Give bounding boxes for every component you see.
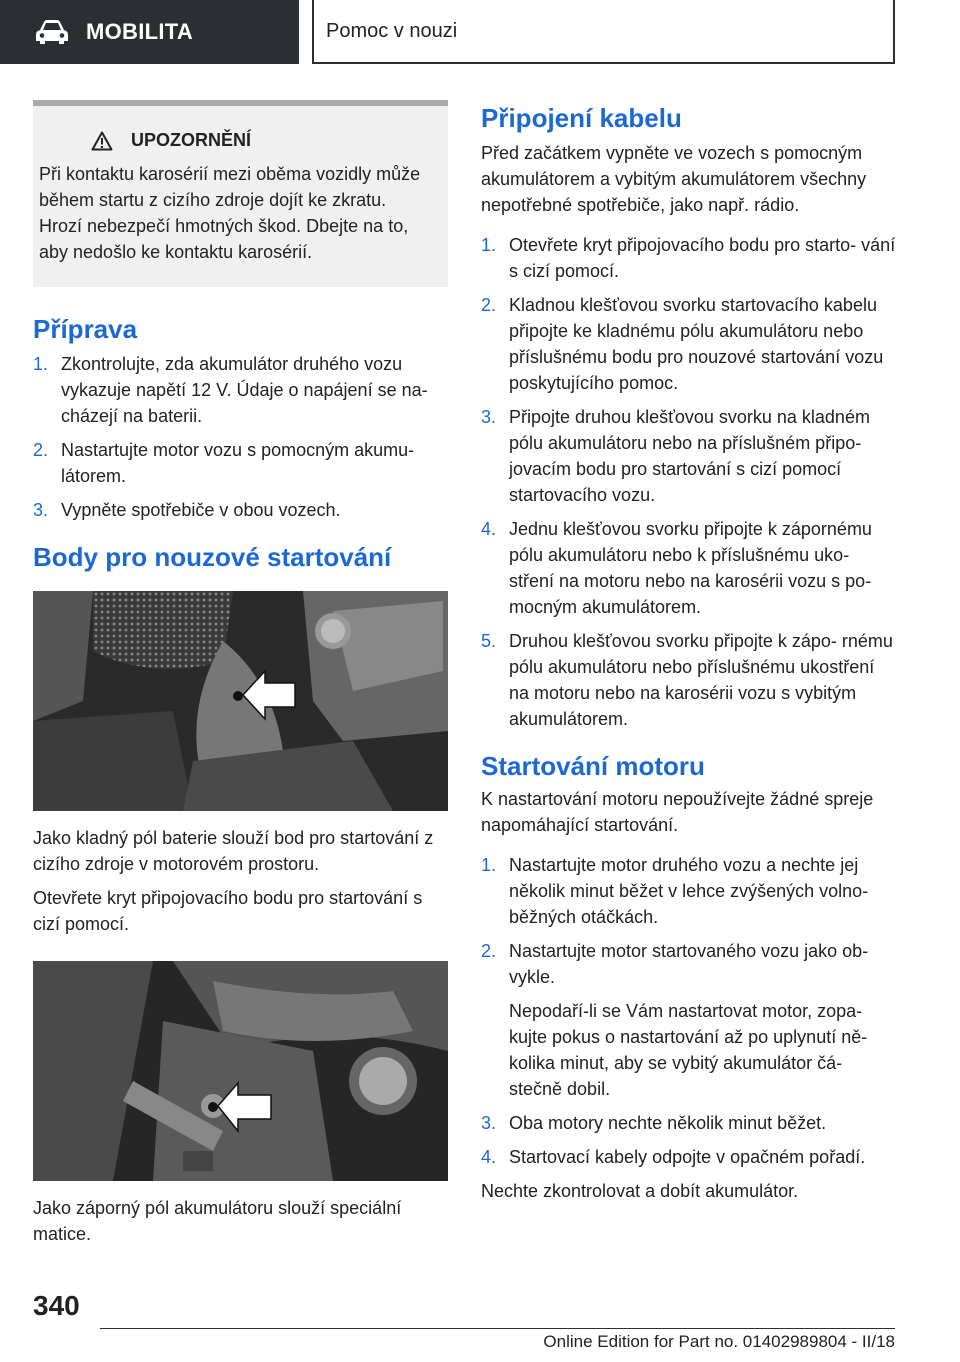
- heading-startovani: Startování motoru: [481, 751, 705, 781]
- step-text: Připojte druhou klešťovou svorku na kladném pólu akumulátoru nebo na příslušném připo‐ jovacím bodu pro startování s cizí pomocí startovacího vozu.: [509, 407, 870, 505]
- step-number: 4.: [481, 1147, 497, 1167]
- warning-label: UPOZORNĚNÍ: [131, 130, 252, 150]
- list-item: [481, 232, 896, 284]
- warning-text: Při kontaktu karosérií mezi oběma vozidly může během startu z cizího zdroje dojít ke zkratu. Hrozí nebezpečí hmotných škod. Dbejte na to, aby nedošlo ke kontaktu karosérií.: [39, 164, 421, 262]
- step-number: 3.: [481, 407, 497, 427]
- engine-bay-illustration: [33, 591, 448, 811]
- step-text: Zkontrolujte, zda akumulátor druhého vozu vykazuje napětí 12 V. Údaje o napájení se na‐ cházejí na baterii.: [61, 354, 428, 426]
- priprava-steps: [33, 351, 448, 523]
- caption-positive-pole: Jako kladný pól baterie slouží bod pro startování z cizího zdroje v motorovém prostoru.: [33, 828, 434, 874]
- step-number: 5.: [481, 631, 497, 651]
- caption-negative-pole: Jako záporný pól akumulátoru slouží speciální matice.: [33, 1198, 402, 1244]
- step-number: 2.: [33, 440, 49, 460]
- step-text: Nastartujte motor vozu s pomocným akumu‐ látorem.: [61, 440, 415, 486]
- list-item: [33, 351, 448, 429]
- startovani-steps: [481, 852, 896, 990]
- step-text: Startovací kabely odpojte v opačném pořadí.: [509, 1147, 866, 1167]
- heading-pripojeni: Připojení kabelu: [481, 103, 682, 133]
- list-item: [481, 292, 896, 396]
- heading-priprava: Příprava: [33, 314, 138, 344]
- step-number: 1.: [481, 855, 497, 875]
- list-item: [481, 1110, 896, 1136]
- chapter-title: Pomoc v nouzi: [326, 19, 458, 42]
- startovani-intro: K nastartování motoru nepoužívejte žádné spreje napomáhající startování.: [481, 789, 874, 835]
- step-number: 2.: [481, 295, 497, 315]
- list-item: [33, 437, 448, 489]
- list-item: [481, 1144, 896, 1170]
- section-tab: [0, 0, 299, 64]
- step-text: Nastartujte motor startovaného vozu jako ob‐ vykle.: [509, 941, 869, 987]
- startovani-steps-continued: [481, 1110, 896, 1170]
- step-number: 3.: [33, 500, 49, 520]
- chapter-tab: [312, 0, 895, 64]
- step-number: 1.: [481, 235, 497, 255]
- step-number: 4.: [481, 519, 497, 539]
- engine-bay-photo-positive: [33, 591, 448, 811]
- list-item: [481, 938, 896, 990]
- step-text: Vypněte spotřebiče v obou vozech.: [61, 500, 341, 520]
- startovani-note: Nepodaří-li se Vám nastartovat motor, zopa‐ kujte pokus o nastartování až po uplynutí ně‐ kolika minut, aby se vybitý akumulátor čá‐ stečně dobil.: [509, 1001, 868, 1099]
- step-text: Otevřete kryt připojovacího bodu pro starto‐ vání s cizí pomocí.: [509, 235, 896, 281]
- step-text: Nastartujte motor druhého vozu a nechte jej několik minut běžet v lehce zvýšených volno‐ běžných otáčkách.: [509, 855, 869, 927]
- step-number: 3.: [481, 1113, 497, 1133]
- list-item: [481, 628, 896, 732]
- warning-box: [33, 100, 448, 287]
- heading-body-points: Body pro nouzové startování: [33, 542, 392, 572]
- page-header: [0, 0, 960, 66]
- list-item: [481, 404, 896, 508]
- engine-bay-photo-negative: [33, 961, 448, 1181]
- right-column: [481, 100, 896, 1204]
- warning-header: [91, 130, 434, 151]
- ground-point-illustration: [33, 961, 448, 1181]
- left-column: [33, 100, 448, 1247]
- list-item: [481, 516, 896, 620]
- car-icon: [34, 19, 70, 45]
- caption-open-cover: Otevřete kryt připojovacího bodu pro startování s cizí pomocí.: [33, 888, 423, 934]
- step-number: 1.: [33, 354, 49, 374]
- footer-divider: [100, 1328, 895, 1329]
- step-text: Jednu klešťovou svorku připojte k zápornému pólu akumulátoru nebo k příslušnému uko‐ stření na motoru nebo na karosérii vozu s po‐ mocným akumulátorem.: [509, 519, 872, 617]
- step-number: 2.: [481, 941, 497, 961]
- step-text: Kladnou klešťovou svorku startovacího kabelu připojte ke kladnému pólu akumulátoru nebo příslušnému bodu pro nouzové startování vozu poskytujícího pomoc.: [509, 295, 884, 393]
- step-text: Druhou klešťovou svorku připojte k zápo‐ rnému pólu akumulátoru nebo příslušnému ukostření na motoru nebo na karosérii vozu s vybitým akumulátorem.: [509, 631, 893, 729]
- list-item: [481, 852, 896, 930]
- startovani-outro: Nechte zkontrolovat a dobít akumulátor.: [481, 1181, 799, 1201]
- pripojeni-steps: [481, 232, 896, 732]
- warning-triangle-icon: [91, 131, 113, 151]
- pripojeni-intro: Před začátkem vypněte ve vozech s pomocným akumulátorem a vybitým akumulátorem všechny nepotřebné spotřebiče, jako např. rádio.: [481, 143, 867, 215]
- page-number: 340: [33, 1290, 80, 1321]
- section-title: MOBILITA: [86, 19, 194, 44]
- edition-note: Online Edition for Part no. 01402989804 - II/18: [543, 1332, 895, 1351]
- step-text: Oba motory nechte několik minut běžet.: [509, 1113, 827, 1133]
- list-item: [33, 497, 448, 523]
